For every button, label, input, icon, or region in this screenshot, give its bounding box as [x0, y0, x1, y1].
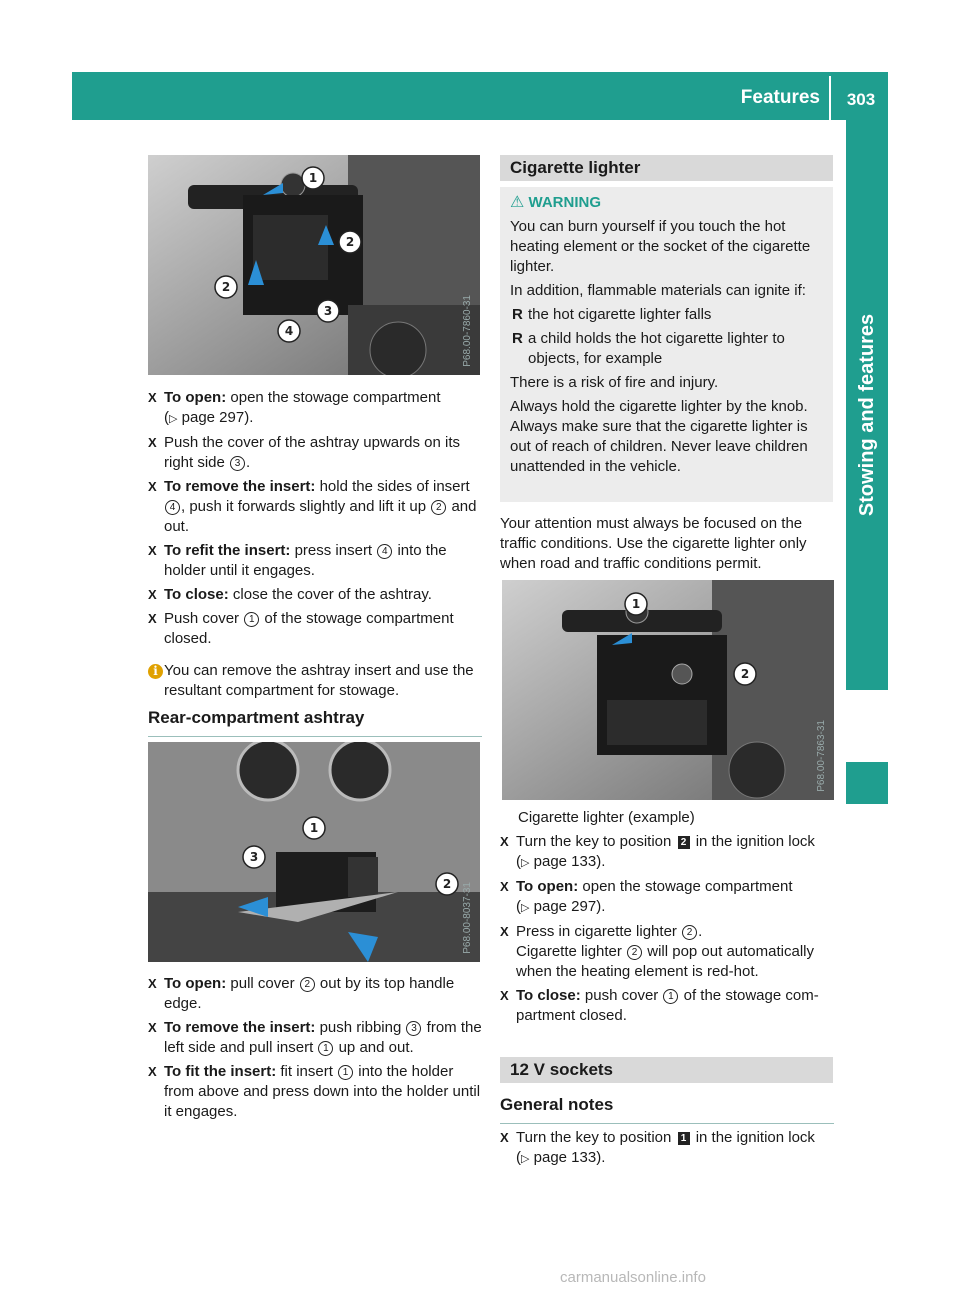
step-lighter-close: X To close: push cover 1 of the stowage com- partment closed. [500, 987, 819, 1024]
warning-bullet-1: R the hot cigarette lighter falls [512, 306, 712, 323]
warning-p4: Always hold the cigarette lighter by the knob. Always make sure that the cigarette lighter is out of reach of children. Never leave children unattended in the vehicle. [510, 398, 808, 475]
section-rule [148, 736, 482, 737]
general-notes-heading [500, 1095, 834, 1124]
step-push-cover-closed: X Push cover 1 of the stowage compartment closed. [148, 610, 454, 647]
warning-p1: You can burn yourself if you touch the hot heating element or the socket of the cigarette lighter. [510, 218, 811, 275]
band-title-12v: 12 V sockets [510, 1060, 614, 1079]
section-title-rear-ashtray: Rear-compartment ashtray [148, 708, 365, 727]
info-icon: i [148, 664, 163, 679]
side-marker [846, 762, 888, 804]
warning-box [500, 187, 833, 502]
photo-ashtray-console [148, 155, 480, 375]
step-turn-key-2: X Turn the key to position 2 in the ignition lock (▷ page 133). [500, 833, 815, 870]
step-push-cover: X Push the cover of the ashtray upwards on its right side 3 . [148, 434, 460, 471]
header-separator [829, 76, 831, 120]
photo2-code: P68.00-8037-31 [462, 882, 473, 954]
photo-cigarette-lighter [502, 580, 834, 800]
photo2-callout-1: 1 [309, 821, 319, 835]
header-title: Features [740, 87, 820, 108]
photo2-callout-3: 3 [249, 850, 259, 864]
photo-rear-ashtray [148, 742, 480, 962]
right-steps [500, 808, 834, 1030]
attention-text: Your attention must always be focused on the traffic conditions. Use the cigarette lighter only when road and traffic conditions permit. [500, 515, 807, 572]
photo2-callout-2: 2 [442, 877, 452, 891]
band-12v-sockets [500, 1057, 833, 1083]
photo-caption: Cigarette lighter (example) [518, 809, 695, 826]
left-steps-2 [148, 974, 482, 1126]
step-remove-insert: X To remove the insert: hold the sides of insert 4 , push it forwards slightly and lift it up 2 and out. [148, 478, 477, 535]
subsection-title-general-notes: General notes [500, 1095, 614, 1114]
warning-p3: There is a risk of fire and injury. [510, 374, 719, 391]
watermark: carmanualsonline.info [560, 1269, 706, 1286]
warning-icon: ⚠ [510, 194, 525, 211]
step-open: X To open: open the stowage compartment (▷ page 297). [148, 389, 441, 426]
left-steps-1 [148, 388, 482, 705]
step-rear-remove: X To remove the insert: push ribbing 3 from the left side and pull insert 1 up and out. [148, 1019, 482, 1056]
photo1-callout-2a: 2 [345, 235, 355, 249]
info-note: i You can remove the ashtray insert and use the resultant compartment for stowage. [148, 661, 482, 701]
warning-bullet-2: R a child holds the hot cigarette lighter to objects, for example [512, 330, 785, 367]
step-rear-open: X To open: pull cover 2 out by its top handle edge. [148, 975, 455, 1012]
step-press-lighter: X Press in cigarette lighter 2 . Cigarette lighter 2 will pop out automatically when the heating element is red-hot. [500, 923, 814, 980]
photo3-code: P68.00-7863-31 [816, 720, 827, 792]
photo3-callout-2: 2 [740, 667, 750, 681]
step-rear-fit: X To fit the insert: fit insert 1 into the holder from above and press down into the holder until it engages. [148, 1063, 481, 1120]
step-turn-key-1: X Turn the key to position 1 in the ignition lock (▷ page 133). [500, 1129, 815, 1166]
photo1-callout-2b: 2 [221, 280, 231, 294]
subsection-rule [500, 1123, 834, 1124]
side-tab-label-box [846, 190, 888, 640]
step-lighter-open: X To open: open the stowage compartment (▷ page 297). [500, 878, 793, 915]
photo3-callout-1: 1 [631, 597, 641, 611]
photo1-callout-1: 1 [308, 171, 318, 185]
step-close: X To close: close the cover of the ashtray. [148, 586, 432, 603]
rear-ashtray-heading [148, 708, 482, 737]
right-steps-2 [500, 1128, 834, 1173]
photo1-code: P68.00-7860-31 [462, 295, 473, 367]
band-cigarette-lighter [500, 155, 833, 181]
band-title-cigarette-lighter: Cigarette lighter [510, 158, 641, 177]
photo1-callout-3: 3 [323, 304, 333, 318]
page-number: 303 [846, 90, 876, 109]
warning-title: WARNING [528, 194, 602, 211]
side-tab-label: Stowing and features [856, 313, 878, 517]
step-refit-insert: X To refit the insert: press insert 4 into the holder until it engages. [148, 542, 447, 579]
warning-p2: In addition, flammable materials can ignite if: [510, 282, 806, 299]
photo1-callout-4: 4 [284, 324, 294, 338]
